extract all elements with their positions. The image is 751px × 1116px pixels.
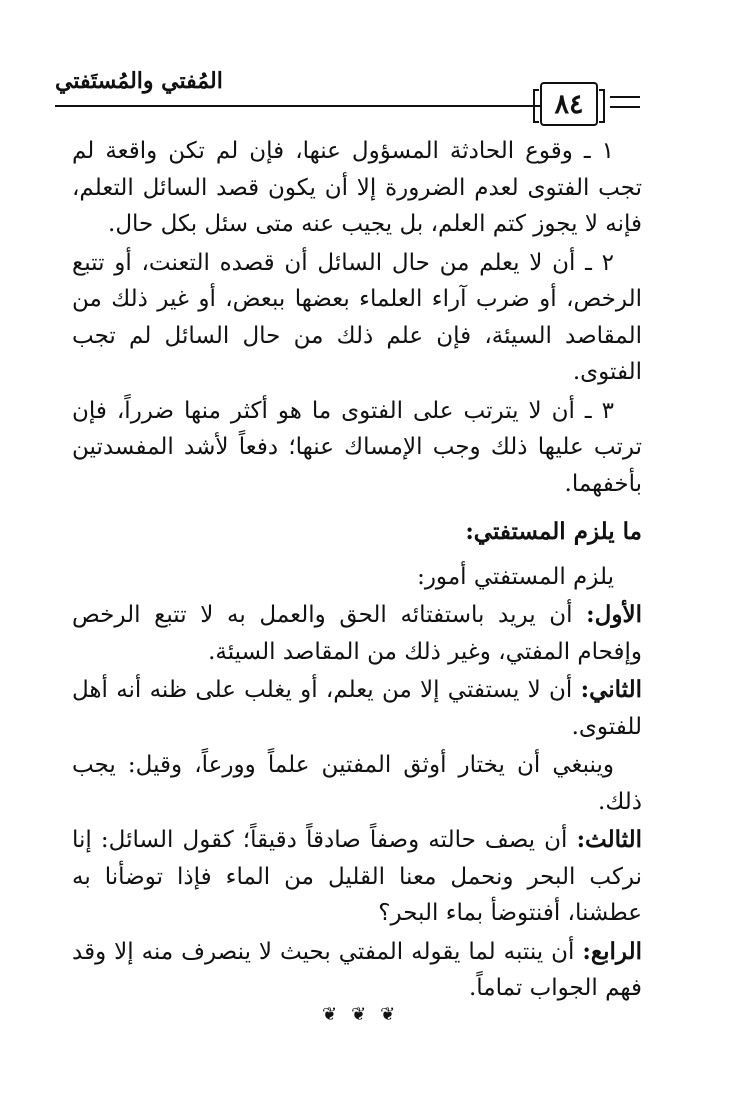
- fourth-text: أن ينتبه لما يقوله المفتي بحيث لا ينصرف منه إلا وقد فهم الجواب تماماً.: [72, 938, 642, 1001]
- condition-3: ٣ ـ أن لا يترتب على الفتوى ما هو أكثر منها ضرراً، فإن ترتب عليها ذلك وجب الإمساك عنها؛ دفعاً لأشد المفسدتين بأخفهما.: [72, 397, 642, 497]
- page-number-text: ٨٤: [554, 88, 584, 120]
- third-term: الثالث:: [576, 826, 642, 853]
- second-requirement: [72, 672, 642, 745]
- condition-2: ٢ ـ أن لا يعلم من حال السائل أن قصده التعنت، أو تتبع الرخص، أو ضرب آراء العلماء بعضها ببعض، أو غير ذلك من المقاصد السيئة، فإن علم ذلك من حال السائل لم تجب الفتوى.: [72, 249, 642, 385]
- fourth-term: الرابع:: [582, 937, 642, 965]
- note-paragraph: وينبغي أن يختار أوثق المفتين علماً وورعاً، وقيل: يجب ذلك.: [72, 752, 642, 815]
- condition-1: ١ ـ وقوع الحادثة المسؤول عنها، فإن لم تكن واقعة لم تجب الفتوى لعدم الضرورة إلا أن يكون قصد السائل التعلم، فإنه لا يجوز كتم العلم، بل يجيب عنه متى سئل بكل حال.: [72, 138, 642, 237]
- first-term: الأول:: [586, 601, 642, 628]
- running-title: المُفتي والمُستَفتي: [55, 68, 223, 94]
- section-end-ornament: ❦❦❦: [322, 1004, 410, 1025]
- header-rule: [55, 105, 540, 107]
- page-number: [540, 82, 598, 126]
- first-requirement: [72, 597, 642, 670]
- page-content: [72, 133, 642, 1009]
- section-heading: ما يلزم المستفتي:: [465, 518, 642, 545]
- third-text: أن يصف حالته وصفاً صادقاً دقيقاً؛ كقول السائل: إنا نركب البحر ونحمل معنا القليل من الماء فإذا توضأنا به عطشنا، أفنتوضأ بماء البحر؟: [72, 827, 642, 926]
- header-ornament-lines: [610, 96, 640, 108]
- third-requirement: [72, 822, 642, 932]
- first-text: أن يريد باستفتائه الحق والعمل به لا تتبع الرخص وإفحام المفتي، وغير ذلك من المقاصد السيئة.: [72, 602, 642, 665]
- second-term: الثاني:: [580, 676, 642, 703]
- fourth-requirement: [72, 934, 642, 1007]
- intro-paragraph: يلزم المستفتي أمور:: [417, 563, 614, 590]
- second-text: أن لا يستفتي إلا من يعلم، أو يغلب على ظنه أنه أهل للفتوى.: [72, 677, 642, 740]
